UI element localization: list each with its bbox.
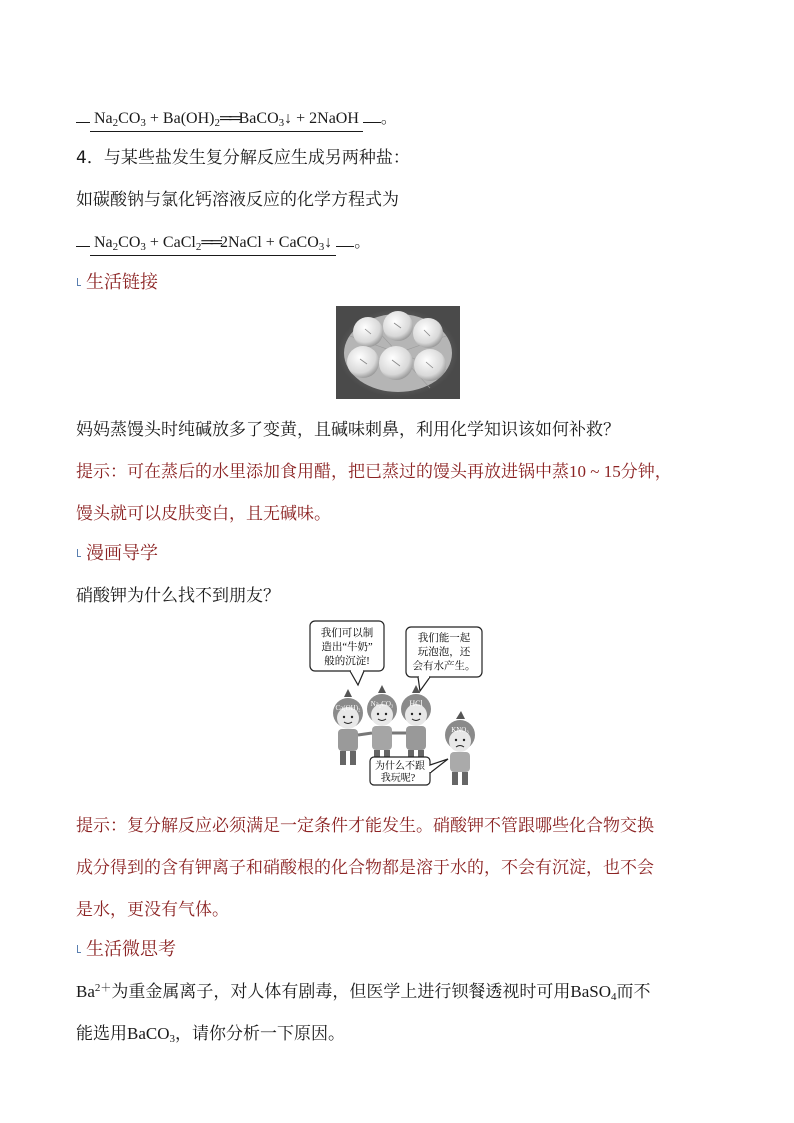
item-4-heading: 4．与某些盐发生复分解反应生成另两种盐： bbox=[76, 148, 410, 168]
steamed-buns-photo bbox=[336, 306, 460, 399]
equation-naoh: $Na_2CO_3$ + $Ba(OH)_2══BaCO_3↓$ + 2NaOH 。 bbox=[76, 106, 397, 132]
character-kno3 bbox=[445, 711, 475, 785]
character-na2co3 bbox=[367, 685, 397, 765]
section-title: 漫画导学 bbox=[86, 543, 158, 564]
question-kno3: 硝酸钾为什么找不到朋友？ bbox=[76, 586, 280, 606]
section-life-link bbox=[76, 271, 158, 295]
section-title: 生活微思考 bbox=[86, 939, 176, 960]
character-caoh2 bbox=[333, 689, 363, 765]
bubble3-line1: 为什么不跟 bbox=[375, 761, 425, 772]
corner-bracket-icon bbox=[76, 945, 82, 955]
hint-kno3-line3: 是水，更没有气体。 bbox=[76, 900, 229, 920]
bubble1-line2: 造出“牛奶” bbox=[321, 642, 373, 653]
equation-cacl2: $Na_2CO_3$ + CaCl$_2$══2NaCl + CaCO$_3$↓ 。 bbox=[76, 230, 370, 256]
character-hcl bbox=[401, 685, 431, 765]
corner-bracket-icon bbox=[76, 549, 82, 559]
hat-label-na2co3: Na₂CO₃ bbox=[370, 700, 394, 708]
kno3-comic-illustration bbox=[308, 619, 484, 787]
bubble1-line3: 般的沉淀! bbox=[324, 656, 370, 667]
section-title: 生活链接 bbox=[86, 272, 158, 293]
hint-vinegar-line1: 提示：可在蒸后的水里添加食用醋，把已蒸过的馒头再放进锅中蒸10 ~ 15分钟， bbox=[76, 462, 672, 482]
hat-label-caoh2: Ca(OH)₂ bbox=[335, 704, 361, 712]
bubble2-line2: 玩泡泡，还 bbox=[417, 647, 471, 658]
hat-label-hcl: HCl bbox=[409, 699, 423, 708]
bubble2-line3: 会有水产生。 bbox=[412, 661, 476, 672]
bubble3-line2: 我玩呢? bbox=[380, 773, 416, 784]
hint-vinegar-line2: 馒头就可以皮肤变白，且无碱味。 bbox=[76, 504, 331, 524]
corner-bracket-icon bbox=[76, 278, 82, 288]
hat-label-kno3: KNO₃ bbox=[451, 726, 469, 734]
question-barium-line1: $Ba^{2+}$为重金属离子，对人体有剧毒，但医学上进行钡餐透视时可用BaSO$_4$而不 bbox=[76, 982, 651, 1003]
bubble1-line1: 我们可以制 bbox=[320, 628, 374, 639]
hint-kno3-line1: 提示：复分解反应必须满足一定条件才能发生。硝酸钾不管跟哪些化合物交换 bbox=[76, 816, 654, 836]
item-4-example: 如碳酸钠与氯化钙溶液反应的化学方程式为 bbox=[76, 190, 399, 210]
question-alkali: 妈妈蒸馒头时纯碱放多了变黄，且碱味刺鼻，利用化学知识该如何补救？ bbox=[76, 420, 620, 440]
question-barium-line2: 能选用BaCO$_3$，请你分析一下原因。 bbox=[76, 1024, 345, 1045]
section-life-thinking bbox=[76, 938, 176, 962]
hint-kno3-line2: 成分得到的含有钾离子和硝酸根的化合物都是溶于水的，不会有沉淀，也不会 bbox=[76, 858, 654, 878]
bubble2-line1: 我们能一起 bbox=[417, 633, 471, 644]
section-comic-guide bbox=[76, 542, 158, 566]
